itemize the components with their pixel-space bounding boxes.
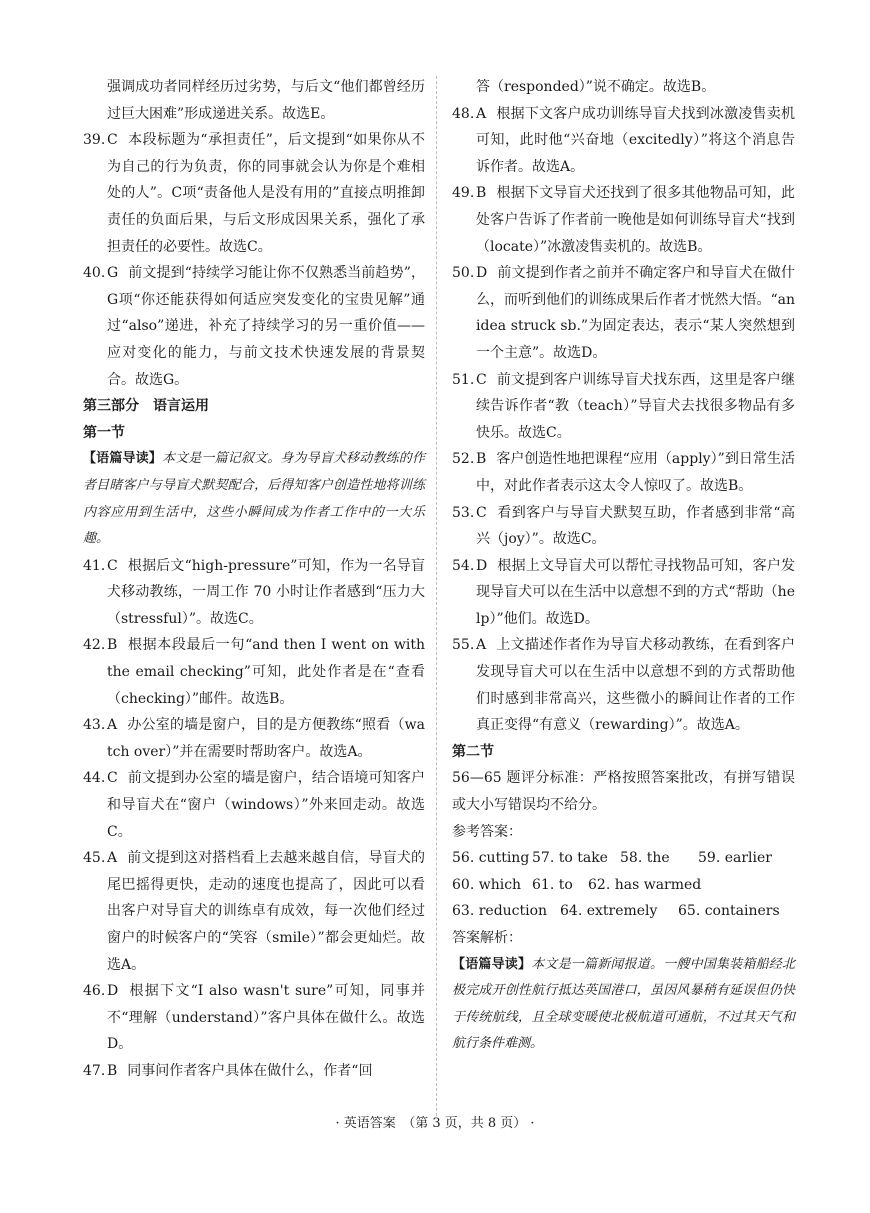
answer-key-row (452, 872, 795, 899)
question-number: 50. (452, 265, 475, 282)
answer-letter: B (107, 637, 118, 654)
answer-explanation: 客户创造性地把课程“应用（apply）”到日常生活中，对此作者表示这太令人惊叹了。故选B。 (476, 451, 795, 494)
answer-explanation: 上文描述作者作为导盲犬移动教练，在看到客户发现导盲犬可以在生活中以意想不到的方式帮助他们时感到非常高兴，这些微小的瞬间让作者的工作真正变得“有意义（rewarding）”。故选A。 (476, 637, 795, 734)
answer-explanation: 根据本段最后一句“and then I went on with the email checking”可知，此处作者是在“查看（checking）”邮件。故选B。 (107, 637, 425, 707)
answer-letter: D (476, 557, 488, 574)
question-number: 55. (452, 637, 475, 654)
answer-letter: C (107, 557, 118, 574)
question-number: 51. (452, 371, 475, 388)
answer-46 (83, 978, 425, 1058)
answer-key-item: 57. to take (532, 850, 608, 867)
answer-letter: A (476, 105, 487, 122)
answer-41 (83, 553, 425, 633)
question-number: 39. (83, 132, 106, 149)
guide-text: 本文是一篇记叙文。身为导盲犬移动教练的作者目睹客户与导盲犬默契配合，后得知客户创造性地将训练内容应用到生活中，这些小瞬间成为作者工作中的一大乐趣。 (83, 451, 425, 547)
question-number: 53. (452, 504, 475, 521)
answer-explanation: 前文提到作者之前并不确定客户和导盲犬在做什么，而听到他们的训练成果后作者才恍然大悟。“an idea struck sb.”为固定表达，表示“某人突然想到一个主意”。故选D。 (476, 265, 795, 361)
section-two-heading: 第二节 (452, 743, 494, 760)
question-number: 48. (452, 105, 475, 122)
answer-explanation: 前文提到办公室的墙是窗户，结合语境可知客户和导盲犬在“窗户（windows）”外来回走动。故选C。 (107, 770, 425, 840)
answer-key-item: 65. containers (678, 903, 780, 920)
answer-50 (452, 260, 795, 366)
passage-guide (83, 446, 425, 552)
answer-44 (83, 765, 425, 845)
scoring-criteria: 56—65 题评分标准：严格按照答案批改，有拼写错误或大小写错误均不给分。 (452, 770, 795, 814)
answer-48 (452, 101, 795, 181)
question-number: 41. (83, 557, 106, 574)
answer-letter: A (476, 637, 487, 654)
question-number: 42. (83, 637, 106, 654)
answer-explanation: 根据下文“I also wasn't sure”可知，同事并不“理解（understand）”客户具体在做什么。故选D。 (107, 983, 425, 1053)
answer-42 (83, 632, 425, 712)
answer-explanation: 根据后文“high-pressure”可知，作为一名导盲犬移动教练，一周工作 70 小时让作者感到“压力大（stressful）”。故选C。 (107, 557, 425, 627)
question-number: 47. (83, 1062, 106, 1079)
answer-analysis-title: 答案解析： (452, 930, 522, 946)
answer-letter: C (107, 770, 118, 787)
question-number: 44. (83, 770, 106, 787)
answer-explanation: 办公室的墙是窗户，目的是方便教练“照看（watch over）”并在需要时帮助客户。故选A。 (107, 717, 425, 760)
answer-55 (452, 632, 795, 738)
answer-54 (452, 553, 795, 633)
answer-letter: G (107, 265, 119, 282)
continued-text: 答（responded）”说不确定。故选B。 (476, 79, 716, 95)
answer-letter: C (107, 132, 118, 149)
answer-key-item: 63. reduction (452, 903, 548, 920)
answer-key-item: 61. to (532, 876, 573, 893)
section-one-heading: 第一节 (83, 424, 125, 441)
answer-explanation: 前文提到这对搭档看上去越来越自信，导盲犬的尾巴摇得更快，走动的速度也提高了，因此可以看出客户对导盲犬的训练卓有成效，每一次他们经过窗户的时候客户的“笑容（smile）”都会更灿烂。故选A。 (107, 850, 425, 973)
answer-key-row (452, 898, 795, 925)
right-column (452, 74, 795, 1058)
answer-52 (452, 446, 795, 499)
answer-letter: C (476, 371, 487, 388)
answer-explanation: 根据下文导盲犬还找到了很多其他物品可知，此处客户告诉了作者前一晚他是如何训练导盲犬“找到（locate）”冰激凌售卖机的。故选B。 (476, 185, 795, 255)
question-number: 40. (83, 265, 106, 282)
page-footer: · 英语答案 （第 3 页，共 8 页） · (335, 1116, 535, 1131)
answer-explanation: 本段标题为“承担责任”，后文提到“如果你从不为自己的行为负责，你的同事就会认为你是个难相处的人”。C项“责备他人是没有用的”直接点明推卸责任的负面后果，与后文形成因果关系，强化了承担责任的必要性。故选C。 (107, 132, 425, 255)
answer-letter: D (107, 983, 119, 1000)
answer-key-item: 62. has warmed (588, 876, 702, 893)
answer-40 (83, 260, 425, 393)
column-divider (436, 76, 437, 1116)
answer-39 (83, 127, 425, 260)
answer-explanation: 根据上文导盲犬可以帮忙寻找物品可知，客户发现导盲犬可以在生活中以意想不到的方式“帮助（help）”他们。故选D。 (476, 557, 795, 627)
guide-text: 本文是一篇新闻报道。一艘中国集装箱船经北极完成开创性航行抵达英国港口，虽因风暴稍有延误但仍快于传统航线，且全球变暖使北极航道可通航，不过其天气和航行条件难测。 (452, 956, 795, 1052)
question-number: 45. (83, 850, 106, 867)
question-number: 52. (452, 451, 475, 468)
question-number: 46. (83, 983, 106, 1000)
question-number: 49. (452, 185, 475, 202)
answer-explanation: 根据下文客户成功训练导盲犬找到冰激凌售卖机可知，此时他“兴奋地（excitedly）”将这个消息告诉作者。故选A。 (476, 105, 795, 175)
answer-explanation: 前文提到“持续学习能让你不仅熟悉当前趋势”，G项“你还能获得如何适应突发变化的宝贵见解”通过“also”递进，补充了持续学习的另一重价值——应对变化的能力，与前文技术快速发展的背景契合。故选G。 (107, 265, 425, 388)
answer-explanation: 前文提到客户训练导盲犬找东西，这里是客户继续告诉作者“教（teach）”导盲犬去找很多物品有多快乐。故选C。 (476, 371, 795, 441)
answer-letter: B (476, 451, 487, 468)
answer-key-item: 59. earlier (698, 850, 772, 867)
continued-text: 强调成功者同样经历过劣势，与后文“他们都曾经历过巨大困难”形成递进关系。故选E。 (107, 79, 425, 122)
answer-43 (83, 712, 425, 765)
part-three-heading: 第三部分 语言运用 (83, 398, 209, 415)
guide-label: 【语篇导读】 (452, 956, 532, 972)
left-column (83, 74, 425, 1085)
answer-letter: A (107, 850, 118, 867)
answer-letter: B (476, 185, 487, 202)
answer-letter: D (476, 265, 488, 282)
answer-key-item: 56. cutting (452, 850, 530, 867)
answer-51 (452, 367, 795, 447)
answer-key-row (452, 845, 795, 872)
answer-key-item: 64. extremely (560, 903, 658, 920)
answer-53 (452, 500, 795, 553)
answer-47 (83, 1058, 425, 1085)
answer-explanation: 看到客户与导盲犬默契互助，作者感到非常“高兴（joy）”。故选C。 (476, 504, 795, 548)
answer-letter: B (107, 1062, 118, 1079)
question-number: 54. (452, 557, 475, 574)
answer-letter: C (476, 504, 487, 521)
guide-label: 【语篇导读】 (83, 451, 162, 467)
answer-49 (452, 180, 795, 260)
question-number: 43. (83, 717, 106, 734)
answer-explanation: 同事问作者客户具体在做什么，作者“回 (127, 1062, 373, 1079)
answer-key-item: 60. which (452, 876, 522, 893)
reference-answers-title: 参考答案： (452, 823, 522, 840)
answer-key-item: 58. the (620, 850, 670, 867)
answer-letter: A (107, 717, 118, 734)
answer-45 (83, 845, 425, 978)
passage-guide (452, 952, 795, 1058)
